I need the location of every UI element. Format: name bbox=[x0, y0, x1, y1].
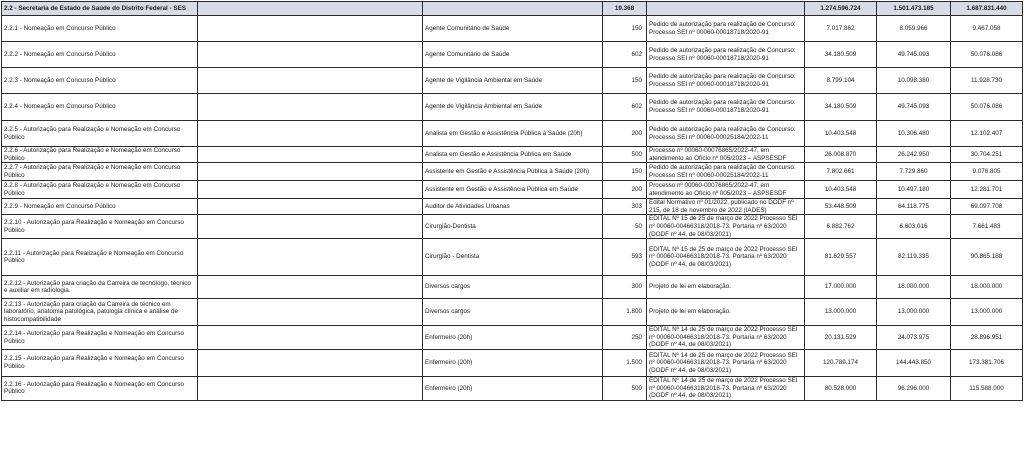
row-value-year2: 24.073.975 bbox=[877, 326, 951, 350]
table-row bbox=[2, 163, 1023, 181]
row-cargo: Cirurgião - Dentista bbox=[423, 239, 603, 276]
row-item-label: 2.2.14 - Autorização para Realização e Nomeação em Concurso Público bbox=[2, 326, 198, 350]
budget-table bbox=[1, 1, 1023, 401]
row-value-year1: 80.528.000 bbox=[805, 376, 877, 400]
row-blank bbox=[198, 94, 423, 121]
table-row bbox=[2, 199, 1023, 215]
row-blank bbox=[198, 42, 423, 68]
row-value-year3: 173.381.706 bbox=[951, 349, 1023, 376]
row-item-label: 2.2.13 - Autorização para criação da Carreira de técnico em laboratório, anatomia patológica, patologia clínica e análise de histocompatibilidade bbox=[2, 299, 198, 326]
table-row bbox=[2, 349, 1023, 376]
row-quantity: 602 bbox=[603, 42, 647, 68]
row-value-year2: 10.098.380 bbox=[877, 68, 951, 94]
row-cargo: Agente de Vigilância Ambiental em Saúde bbox=[423, 94, 603, 121]
table-row bbox=[2, 68, 1023, 94]
row-value-year2: 6.603.016 bbox=[877, 215, 951, 239]
row-value-year2: 13.000.000 bbox=[877, 299, 951, 326]
table-row bbox=[2, 181, 1023, 199]
row-value-year1: 6.882.762 bbox=[805, 215, 877, 239]
row-item-label: 2.2.5 - Autorização para Realização e Nomeação em Concurso Público bbox=[2, 121, 198, 147]
row-value-year2: 64.118.775 bbox=[877, 199, 951, 215]
table-row bbox=[2, 215, 1023, 239]
row-blank bbox=[198, 299, 423, 326]
table-body bbox=[2, 16, 1023, 401]
table-row bbox=[2, 94, 1023, 121]
section-title: 2.2 - Secretaria de Estado de Saúde do Distrito Federal - SES bbox=[2, 2, 198, 16]
row-value-year3: 50.076.086 bbox=[951, 42, 1023, 68]
row-value-year3: 18.000.000 bbox=[951, 276, 1023, 299]
row-observation: Edital Normativo nº 01/2022, publicado no DODF nº 215, de 18 de novembro de 2022 (IADES) bbox=[647, 199, 805, 215]
row-value-year1: 17.000.000 bbox=[805, 276, 877, 299]
row-value-year3: 115.588.000 bbox=[951, 376, 1023, 400]
row-value-year1: 10.403.548 bbox=[805, 121, 877, 147]
row-blank bbox=[198, 349, 423, 376]
row-observation: EDITAL Nº 15 de 25 de março de 2022 Processo SEI nº 00060-00466318/2018-73. Portaria nº 63/2020 (DODF nº 44, de 08/03/2021) bbox=[647, 239, 805, 276]
row-blank bbox=[198, 163, 423, 181]
row-observation: EDITAL Nº 15 de 25 de março de 2022 Processo SEI nº 00060-00466318/2018-73. Portaria nº 63/2020 (DODF nº 44, de 08/03/2021) bbox=[647, 215, 805, 239]
row-value-year3: 9.467.058 bbox=[951, 16, 1023, 42]
table-row bbox=[2, 16, 1023, 42]
row-value-year1: 53.448.509 bbox=[805, 199, 877, 215]
table-row bbox=[2, 121, 1023, 147]
row-blank bbox=[198, 276, 423, 299]
row-quantity: 200 bbox=[603, 181, 647, 199]
section-total-v2: 1.501.473.185 bbox=[877, 2, 951, 16]
row-observation: Processo nº 00060-00076865/2022-47, em atendimento ao Ofício nº 005/2023 – ASPSESDF bbox=[647, 147, 805, 163]
section-total-v3: 1.687.831.440 bbox=[951, 2, 1023, 16]
row-item-label: 2.2.1 - Nomeação em Concurso Público bbox=[2, 16, 198, 42]
row-quantity: 1.800 bbox=[603, 299, 647, 326]
row-cargo: Assistente em Gestão e Assistência Pública à Saúde (20h) bbox=[423, 163, 603, 181]
row-value-year2: 8.059.966 bbox=[877, 16, 951, 42]
row-item-label: 2.2.6 - Autorização para Realização e Nomeação em Concurso Público bbox=[2, 147, 198, 163]
row-item-label: 2.2.3 - Nomeação em Concurso Público bbox=[2, 68, 198, 94]
row-cargo: Assistente em Gestão e Assistência Pública em Saúde bbox=[423, 181, 603, 199]
row-value-year3: 13.000.000 bbox=[951, 299, 1023, 326]
row-observation: EDITAL Nº 14 de 25 de março de 2022 Processo SEI nº 00060-00466318/2018-73. Portaria nº 63/2020 (DODF nº 44, de 08/03/2021) bbox=[647, 376, 805, 400]
row-value-year1: 26.008.870 bbox=[805, 147, 877, 163]
row-blank bbox=[198, 147, 423, 163]
row-item-label: 2.2.4 - Nomeação em Concurso Público bbox=[2, 94, 198, 121]
row-value-year1: 120.789.174 bbox=[805, 349, 877, 376]
row-item-label: 2.2.9 - Nomeação em Concurso Público bbox=[2, 199, 198, 215]
row-observation: Pedido de autorização para realização de Concurso: Processo SEI nº 00060-00018718/2020-91 bbox=[647, 68, 805, 94]
row-value-year3: 28.896.951 bbox=[951, 326, 1023, 350]
row-blank bbox=[198, 199, 423, 215]
row-observation: EDITAL Nº 14 de 25 de março de 2022 Processo SEI nº 00060-00466318/2018-73. Portaria nº 63/2020 (DODF nº 44, de 08/03/2021) bbox=[647, 326, 805, 350]
row-value-year1: 20.131.529 bbox=[805, 326, 877, 350]
row-blank bbox=[198, 215, 423, 239]
row-item-label: 2.2.11 - Autorização para Realização e Nomeação em Concurso Público bbox=[2, 239, 198, 276]
row-value-year1: 81.629.557 bbox=[805, 239, 877, 276]
row-value-year1: 13.000.000 bbox=[805, 299, 877, 326]
row-item-label: 2.2.8 - Autorização para Realização e Nomeação em Concurso Público bbox=[2, 181, 198, 199]
section-total-v1: 1.274.596.724 bbox=[805, 2, 877, 16]
row-value-year1: 34.180.509 bbox=[805, 94, 877, 121]
row-quantity: 593 bbox=[603, 239, 647, 276]
table-row bbox=[2, 42, 1023, 68]
row-blank bbox=[198, 181, 423, 199]
row-value-year3: 11.928.730 bbox=[951, 68, 1023, 94]
table-row bbox=[2, 276, 1023, 299]
table-row bbox=[2, 326, 1023, 350]
row-observation: Processo nº 00060-00076865/2022-47, em atendimento ao Ofício nº 005/2023 – ASPSESDF bbox=[647, 181, 805, 199]
row-cargo: Enfermeiro (20h) bbox=[423, 376, 603, 400]
row-quantity: 500 bbox=[603, 376, 647, 400]
row-value-year2: 10.306.480 bbox=[877, 121, 951, 147]
row-value-year2: 10.497.180 bbox=[877, 181, 951, 199]
row-cargo: Diversos cargos bbox=[423, 299, 603, 326]
row-value-year2: 144.443.850 bbox=[877, 349, 951, 376]
row-value-year2: 49.745.093 bbox=[877, 42, 951, 68]
row-quantity: 250 bbox=[603, 326, 647, 350]
table-row bbox=[2, 299, 1023, 326]
row-quantity: 150 bbox=[603, 16, 647, 42]
row-blank bbox=[198, 239, 423, 276]
section-header-row bbox=[2, 2, 1023, 16]
table-row bbox=[2, 376, 1023, 400]
row-observation: Pedido de autorização para realização de Concurso: Processo SEI nº 00060-00018718/2020-91 bbox=[647, 94, 805, 121]
row-value-year2: 49.745.093 bbox=[877, 94, 951, 121]
row-value-year3: 12.281.701 bbox=[951, 181, 1023, 199]
row-value-year1: 34.180.509 bbox=[805, 42, 877, 68]
row-value-year1: 10.403.548 bbox=[805, 181, 877, 199]
row-observation: Projeto de lei em elaboração. bbox=[647, 299, 805, 326]
row-value-year2: 18.000.000 bbox=[877, 276, 951, 299]
row-cargo: Agente de Vigilância Ambiental em Saúde bbox=[423, 68, 603, 94]
row-observation: EDITAL Nº 14 de 25 de março de 2022 Processo SEI nº 00060-00466318/2018-73. Portaria nº 63/2020 (DODF nº 44, de 08/03/2021) bbox=[647, 349, 805, 376]
row-value-year3: 69.097.708 bbox=[951, 199, 1023, 215]
row-cargo: Diversos cargos bbox=[423, 276, 603, 299]
row-item-label: 2.2.7 - Autorização para Realização e Nomeação em Concurso Público bbox=[2, 163, 198, 181]
row-value-year1: 8.799.104 bbox=[805, 68, 877, 94]
row-blank bbox=[198, 121, 423, 147]
row-cargo: Agente Comunitário de Saúde bbox=[423, 16, 603, 42]
row-cargo: Agente Comunitário de Saúde bbox=[423, 42, 603, 68]
row-quantity: 1.500 bbox=[603, 349, 647, 376]
row-cargo: Analista em Gestão e Assistência Pública em Saúde bbox=[423, 147, 603, 163]
row-item-label: 2.2.10 - Autorização para Realização e Nomeação em Concurso Público bbox=[2, 215, 198, 239]
row-cargo: Cirurgião-Dentista bbox=[423, 215, 603, 239]
row-value-year2: 96.296.000 bbox=[877, 376, 951, 400]
row-quantity: 200 bbox=[603, 121, 647, 147]
row-quantity: 150 bbox=[603, 68, 647, 94]
row-cargo: Analista em Gestão e Assistência Pública à Saúde (20h) bbox=[423, 121, 603, 147]
row-quantity: 602 bbox=[603, 94, 647, 121]
row-item-label: 2.2.2 - Nomeação em Concurso Público bbox=[2, 42, 198, 68]
row-observation: Pedido de autorização para realização de Concurso: Processo SEI nº 00060-00025184/2022-11 bbox=[647, 121, 805, 147]
row-value-year1: 7.017.862 bbox=[805, 16, 877, 42]
table-row bbox=[2, 147, 1023, 163]
row-blank bbox=[198, 16, 423, 42]
row-observation: Projeto de lei em elaboração. bbox=[647, 276, 805, 299]
row-value-year3: 90.865.188 bbox=[951, 239, 1023, 276]
row-cargo: Enfermeiro (20h) bbox=[423, 326, 603, 350]
row-quantity: 500 bbox=[603, 147, 647, 163]
row-value-year2: 7.729.860 bbox=[877, 163, 951, 181]
row-observation: Pedido de autorização para realização de Concurso: Processo SEI nº 00060-00018718/2020-91 bbox=[647, 42, 805, 68]
row-observation: Pedido de autorização para realização de Concurso: Processo SEI nº 00060-00025184/2022-11 bbox=[647, 163, 805, 181]
row-value-year2: 26.242.950 bbox=[877, 147, 951, 163]
row-value-year1: 7.802.661 bbox=[805, 163, 877, 181]
section-total-qty: 19.368 bbox=[603, 2, 647, 16]
row-cargo: Enfermeiro (20h) bbox=[423, 349, 603, 376]
row-item-label: 2.2.16 - Autorização para Realização e Nomeação em Concurso Público bbox=[2, 376, 198, 400]
row-blank bbox=[198, 326, 423, 350]
row-blank bbox=[198, 68, 423, 94]
row-value-year3: 9.076.805 bbox=[951, 163, 1023, 181]
row-item-label: 2.2.12 - Autorização para criação da Carreira de tecnólogo, técnico e auxiliar em radiologia. bbox=[2, 276, 198, 299]
row-observation: Pedido de autorização para realização de Concurso: Processo SEI nº 00060-00018718/2020-91 bbox=[647, 16, 805, 42]
row-quantity: 303 bbox=[603, 199, 647, 215]
table-row bbox=[2, 239, 1023, 276]
row-blank bbox=[198, 376, 423, 400]
row-quantity: 50 bbox=[603, 215, 647, 239]
row-value-year2: 82.119.335 bbox=[877, 239, 951, 276]
row-value-year3: 12.102.407 bbox=[951, 121, 1023, 147]
row-cargo: Auditor de Atividades Urbanas bbox=[423, 199, 603, 215]
row-quantity: 150 bbox=[603, 163, 647, 181]
row-value-year3: 7.661.483 bbox=[951, 215, 1023, 239]
row-item-label: 2.2.15 - Autorização para Realização e Nomeação em Concurso Público bbox=[2, 349, 198, 376]
row-quantity: 300 bbox=[603, 276, 647, 299]
row-value-year3: 30.704.251 bbox=[951, 147, 1023, 163]
row-value-year3: 50.076.086 bbox=[951, 94, 1023, 121]
